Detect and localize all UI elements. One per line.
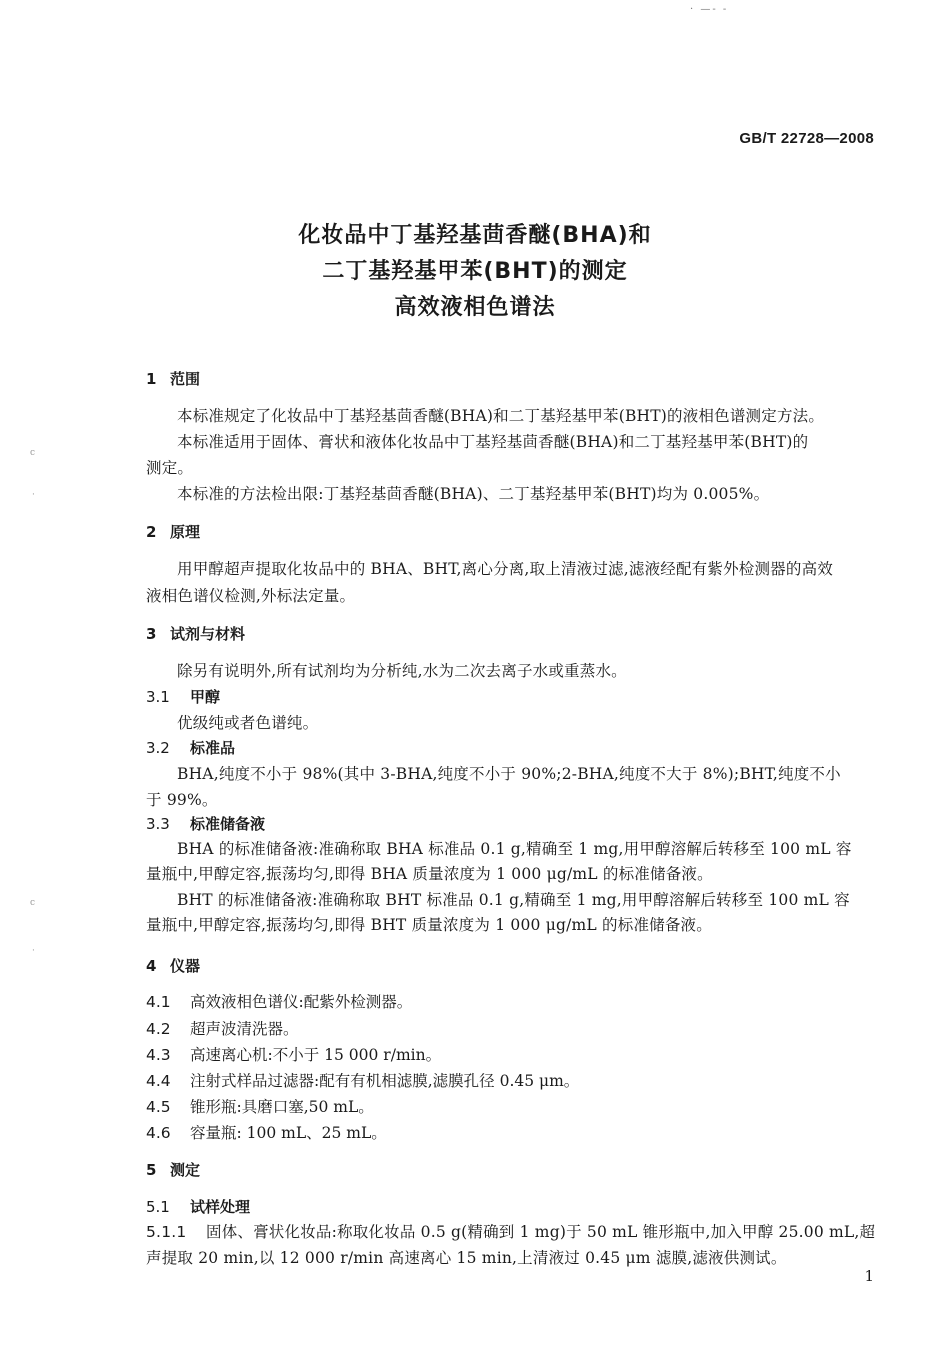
item-number: 4.4: [146, 1072, 171, 1090]
section-title: 范围: [170, 370, 201, 388]
item-text: 高速离心机:不小于 15 000 r/min。: [190, 1046, 442, 1064]
subsection-title: 甲醇: [190, 688, 221, 706]
subsection-heading: [146, 1196, 250, 1217]
scan-margin-mark: ·: [32, 490, 35, 500]
standard-number: GB/T 22728—2008: [739, 130, 874, 147]
paragraph-continuation: 量瓶中,甲醇定容,振荡均匀,即得 BHT 质量浓度为 1 000 μg/mL 的标准储备液。: [146, 916, 712, 934]
subsection-title: 标准储备液: [190, 815, 266, 833]
document-title-line-1: 化妆品中丁基羟基茴香醚(BHA)和: [298, 223, 652, 248]
scan-margin-mark: c: [30, 448, 36, 458]
subsection-number: 3.1: [146, 688, 170, 706]
page-number: 1: [864, 1267, 874, 1285]
item-number: 5.1.1: [146, 1223, 187, 1241]
paragraph: BHA,纯度不小于 98%(其中 3-BHA,纯度不小于 90%;2-BHA,纯度不大于 8%);BHT,纯度不小: [177, 765, 841, 783]
section-number: 2: [146, 523, 157, 541]
subsection-title: 试样处理: [190, 1198, 251, 1216]
paragraph-continuation: 量瓶中,甲醇定容,振荡均匀,即得 BHA 质量浓度为 1 000 μg/mL 的标准储备液。: [146, 865, 713, 883]
paragraph: 本标准适用于固体、膏状和液体化妆品中丁基羟基茴香醚(BHA)和二丁基羟基甲苯(BHT)的: [177, 433, 809, 451]
subsection-heading: [146, 737, 235, 758]
item-number: 4.2: [146, 1020, 171, 1038]
section-title: 试剂与材料: [170, 625, 246, 643]
subsection-number: 3.3: [146, 815, 170, 833]
paragraph: BHA 的标准储备液:准确称取 BHA 标准品 0.1 g,精确至 1 mg,用甲醇溶解后转移至 100 mL 容: [177, 840, 852, 858]
section-heading-apparatus: [146, 955, 200, 976]
section-number: 5: [146, 1161, 157, 1179]
list-item: [146, 1017, 299, 1039]
section-number: 1: [146, 370, 157, 388]
list-item: [146, 1121, 387, 1143]
subsection-title: 标准品: [190, 739, 236, 757]
item-text: 高效液相色谱仪:配紫外检测器。: [190, 993, 413, 1011]
item-text: 超声波清洗器。: [190, 1020, 299, 1038]
list-item: [146, 1069, 579, 1091]
subsection-number: 5.1: [146, 1198, 170, 1216]
paragraph-continuation: 液相色谱仪检测,外标法定量。: [146, 587, 356, 605]
item-text: 容量瓶: 100 mL、25 mL。: [190, 1124, 387, 1142]
section-number: 3: [146, 625, 157, 643]
item-number: 4.5: [146, 1098, 171, 1116]
subsection-heading: [146, 686, 220, 707]
section-heading-reagents: [146, 623, 245, 644]
scan-margin-mark: c: [30, 898, 36, 908]
item-text: 锥形瓶:具磨口塞,50 mL。: [190, 1098, 374, 1116]
paragraph: 用甲醇超声提取化妆品中的 BHA、BHT,离心分离,取上清液过滤,滤液经配有紫外检测器的高效: [177, 560, 833, 578]
paragraph: 本标准的方法检出限:丁基羟基茴香醚(BHA)、二丁基羟基甲苯(BHT)均为 0.005%。: [177, 485, 770, 503]
list-item: [146, 990, 412, 1012]
paragraph-continuation: 声提取 20 min,以 12 000 r/min 高速离心 15 min,上清液过 0.45 μm 滤膜,滤液供测试。: [146, 1249, 787, 1267]
item-number: 4.1: [146, 993, 171, 1011]
section-heading-principle: [146, 521, 200, 542]
section-heading-determination: [146, 1159, 200, 1180]
list-item: [146, 1043, 441, 1065]
section-title: 原理: [170, 523, 201, 541]
paragraph-continuation: 于 99%。: [146, 791, 218, 809]
subsection-heading: [146, 813, 265, 834]
subsection-number: 3.2: [146, 739, 170, 757]
list-item: [146, 1095, 374, 1117]
scan-margin-mark: ·: [32, 946, 35, 956]
section-number: 4: [146, 957, 157, 975]
item-number: 4.3: [146, 1046, 171, 1064]
item-text: 注射式样品过滤器:配有有机相滤膜,滤膜孔径 0.45 μm。: [190, 1072, 580, 1090]
paragraph: [146, 1220, 875, 1242]
paragraph: BHT 的标准储备液:准确称取 BHT 标准品 0.1 g,精确至 1 mg,用甲醇溶解后转移至 100 mL 容: [177, 891, 850, 909]
item-number: 4.6: [146, 1124, 171, 1142]
paragraph: 除另有说明外,所有试剂均为分析纯,水为二次去离子水或重蒸水。: [177, 662, 627, 680]
paragraph-continuation: 测定。: [146, 459, 194, 477]
paragraph: 优级纯或者色谱纯。: [177, 714, 319, 732]
section-title: 仪器: [170, 957, 201, 975]
section-title: 测定: [170, 1161, 201, 1179]
paragraph: 本标准规定了化妆品中丁基羟基茴香醚(BHA)和二丁基羟基甲苯(BHT)的液相色谱测定方法。: [177, 407, 825, 425]
scan-top-mark: · —- -: [690, 4, 729, 15]
item-text: 固体、膏状化妆品:称取化妆品 0.5 g(精确到 1 mg)于 50 mL 锥形瓶中,加入甲醇 25.00 mL,超: [206, 1223, 876, 1241]
section-heading-scope: [146, 368, 200, 389]
document-title-line-3: 高效液相色谱法: [394, 295, 556, 320]
document-title-line-2: 二丁基羟基甲苯(BHT)的测定: [322, 259, 628, 284]
